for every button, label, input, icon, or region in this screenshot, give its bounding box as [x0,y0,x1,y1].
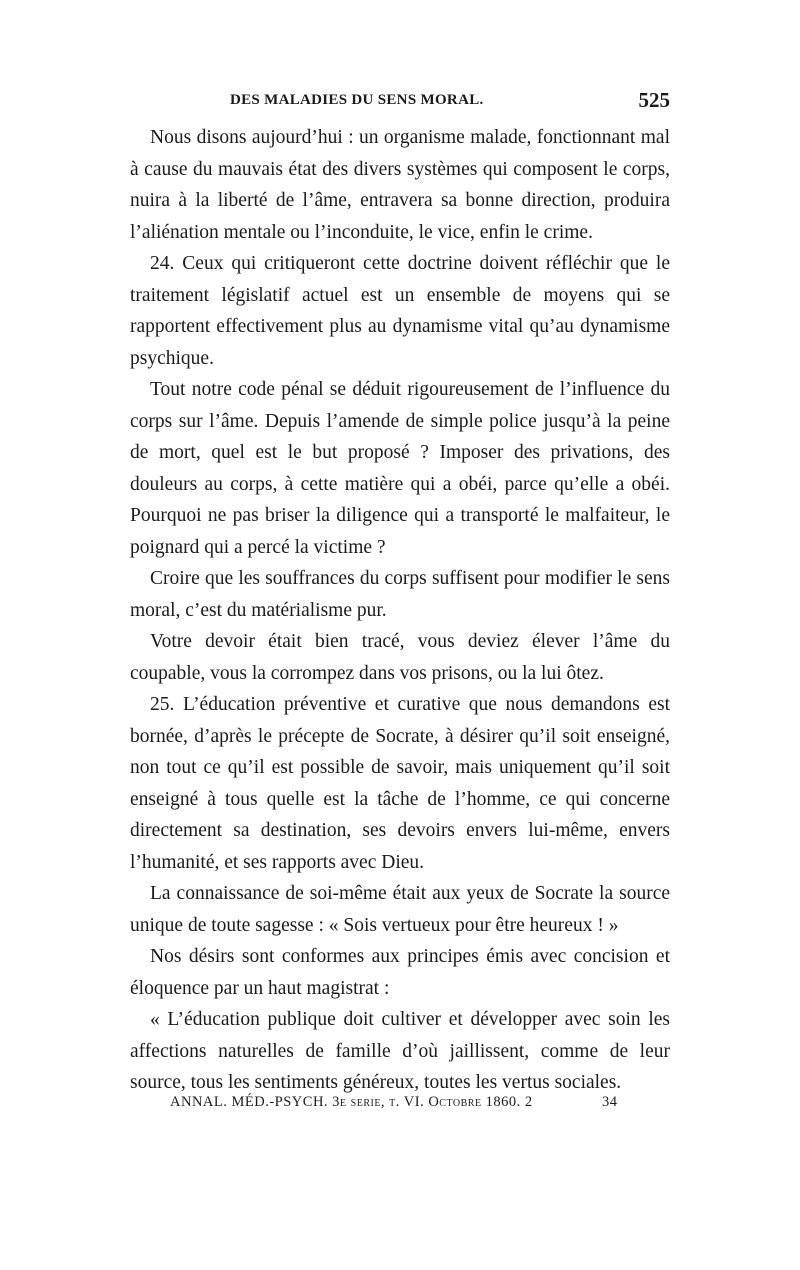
paragraph-4: Croire que les souffrances du corps suffisent pour modifier le sens moral, c’est du matérialisme pur. [130,568,670,621]
signature-mark: ANNAL. MÉD.-PSYCH. 3e serie, t. VI. Octobre 1860. 2 [170,1094,533,1110]
paragraph-5: Votre devoir était bien tracé, vous deviez élever l’âme du coupable, vous la corrompez dans vos prisons, ou la lui ôtez. [130,631,670,684]
signature-number: 34 [602,1094,618,1110]
running-head: DES MALADIES DU SENS MORAL. [230,92,484,108]
signature-line [170,1094,630,1111]
page-number: 525 [638,88,670,112]
paragraph-2: 24. Ceux qui critiqueront cette doctrine doivent réfléchir que le traitement législatif actuel est un ensemble de moyens qui se rapportent effectivement plus au dynamisme vital qu’au dynamisme psychique. [130,253,670,369]
paragraph-9: « L’éducation publique doit cultiver et développer avec soin les affections naturelles de famille d’où jaillissent, comme de leur source, tous les sentiments généreux, toutes les vertus sociales. [130,1009,670,1093]
paragraph-6: 25. L’éducation préventive et curative que nous demandons est bornée, d’après le précepte de Socrate, à désirer qu’il soit enseigné, non tout ce qu’il est possible de savoir, mais uniquement qu’il soit enseigné à tous quelle est la tâche de l’homme, ce qui concerne directement sa destination, ses devoirs envers lui-même, envers l’humanité, et ses rapports avec Dieu. [130,694,670,873]
paragraph-8: Nos désirs sont conformes aux principes émis avec concision et éloquence par un haut magistrat : [130,946,670,999]
paragraph-7: La connaissance de soi-même était aux yeux de Socrate la source unique de toute sagesse : « Sois vertueux pour être heureux ! » [130,883,670,936]
paragraph-3: Tout notre code pénal se déduit rigoureusement de l’influence du corps sur l’âme. Depuis l’amende de simple police jusqu’à la peine de mort, quel est le but proposé ? Imposer des privations, des douleurs au corps, à cette matière qui a obéi, parce qu’elle a obéi. Pourquoi ne pas briser la diligence qui a transporté le malfaiteur, le poignard qui a percé la victime ? [130,379,670,558]
page-header [130,88,670,122]
paragraph-1: Nous disons aujourd’hui : un organisme malade, fonctionnant mal à cause du mauvais état des divers systèmes qui composent le corps, nuira à la liberté de l’âme, entravera sa bonne direction, produira l’aliénation mentale ou l’inconduite, le vice, enfin le crime. [130,127,670,243]
body-text [130,122,670,1099]
